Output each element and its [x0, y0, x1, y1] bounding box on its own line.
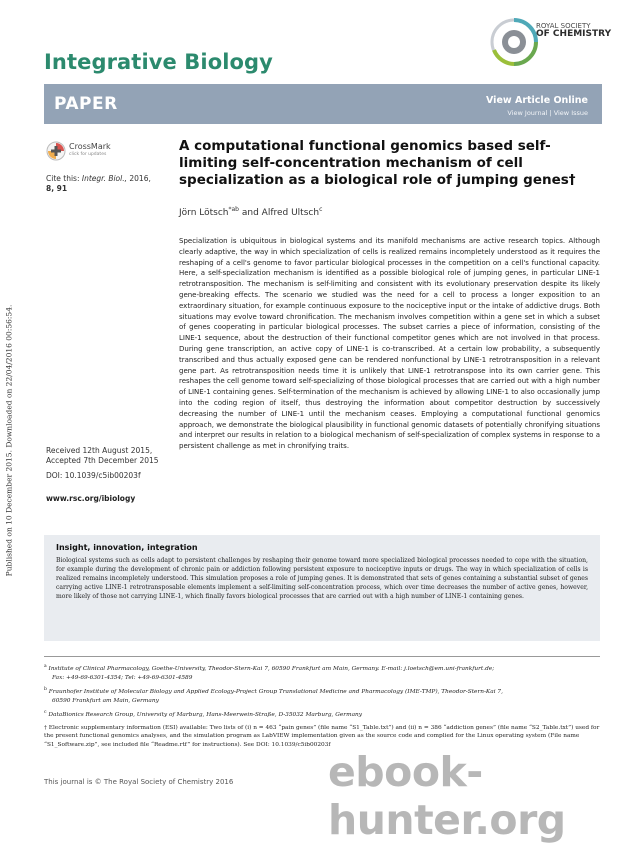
footnote-mark: b: [44, 687, 47, 693]
article-type-label: PAPER: [54, 94, 118, 114]
footnote-text: Fraunhofer Institute of Molecular Biology and Applied Ecology-Project Group Translational Medicine and Pharmacology (IME-TMP), Theodor-Stern-Kai 7,: [48, 689, 503, 696]
footnote-mark: a: [44, 664, 47, 669]
author-name: Alfred Ultsch: [261, 208, 320, 218]
author-affiliation-mark: *ab: [228, 206, 239, 213]
footnote-affiliation-b: [44, 686, 600, 705]
insight-text: Biological systems such as cells adapt to persistent challenges by reshaping their genome toward more specialized biological processes needed to cope with the situation, for example during the development of chronic pain or addiction following persistent exposure to nociceptive inputs or drugs. The way in which specialization of cells is realized remains incompletely understood. This simulation proposes a role of jumping genes. It is demonstrated that sets of genes containing a substantial subset of genes carrying active LINE-1 retrotransposable elements implement a self-limiting self-concentration process, which over time decreases the number of active genes, however, more likely of those not carrying LINE-1, which finally favors biological processes that are carried out with a high number of LINE-1 containing genes.: [56, 557, 588, 601]
view-article-online-link[interactable]: View Article Online: [486, 95, 588, 106]
author-affiliation-mark: c: [319, 206, 323, 213]
crossmark-sublabel: click for updates: [69, 152, 107, 157]
cite-label: Cite this:: [46, 174, 80, 183]
abstract-text: Specialization is ubiquitous in biological systems and its manifold mechanisms are active research topics. Although clearly adaptive, the way in which specialization of cells is realized remains incompletely understood as it requires the reshaping of a cell's genome to favor particular biological processes in the competition on a cell's functional capacity. Here, a self-specialization mechanism is identified as a possible biological role of jumping genes, in particular LINE-1 retrotransposition. The mechanism is self-limiting and consistent with its evolutionary preservation despite its likely gene-breaking effects. The scenario we studied was the need for a cell to process a longer exposition to an extraordinary situation, for example continuous exposure to the nociceptive input or the intake of addictive drugs. Both situations may evolve toward chronification. The mechanism involves competition within a gene set in which a subset of genes cooperating in particular biological processes. The subset carries a piece of information, consisting of the LINE-1 sequence, about the destruction of their functional competitor genes which are not involved in that process. During gene transcription, an active copy of LINE-1 is co-transcribed. At a certain low probability, a subsequently transcribed and thus actually exposed gene can be rendered nonfunctional by LINE-1 retrotransposition in a relevant gene part. As retrotransposition needs time it is unlikely that LINE-1 retrotranspose into its own carrier gene. This reshapes the cell genome toward self-specializing of those biological processes that are carried out with a high number of LINE-1 containing genes. Self-termination of the mechanism is achieved by allowing LINE-1 to also occasionally jump into the coding region of itself, thus destroying the information about competitor destruction by successively decreasing the number of LINE-1 until the mechanism ceases. Employing a computational functional genomics approach, we demonstrate the biological plausibility in functional genomic datasets of potentially chronifying situations and interpret our results in relation to a biological mechanism of self-specialization of complex systems in response to a persistent challenge as met in chronifying traits.: [179, 237, 600, 451]
watermark-text: ebook-hunter.org: [328, 748, 566, 844]
journal-title: Integrative Biology: [44, 50, 273, 74]
rsc-wordmark-line2: OF CHEMISTRY: [536, 29, 612, 39]
crossmark-icon: [46, 141, 66, 161]
received-dates: [46, 446, 159, 466]
footnote-affiliation-c: [44, 709, 600, 720]
crossmark-label: CrossMark: [69, 142, 111, 151]
footnote-mark: c: [44, 710, 47, 716]
author-conjunction: and: [239, 208, 262, 218]
accepted-date: Accepted 7th December 2015: [46, 456, 159, 465]
footnote-text: DataBionics Research Group, University of Marburg, Hans-Meerwein-Straße, D-35032 Marburg, Germany: [48, 712, 363, 719]
rsc-wordmark-line1: ROYAL SOCIETY: [536, 22, 591, 30]
footnote-text: Institute of Clinical Pharmacology, Goethe-University, Theodor-Stern-Kai 7, 60590 Frankfurt am Main, Germany. E-mail: j.loetsch@em.uni-frankfurt.de;: [48, 665, 495, 672]
footnote-text: 60590 Frankfurt am Main, Germany: [52, 697, 159, 704]
publication-stamp-text: Published on 10 December 2015. Downloaded on 22/04/2016 00:56:54.: [4, 304, 14, 576]
crossmark-badge[interactable]: [46, 140, 112, 162]
journal-url[interactable]: www.rsc.org/ibiology: [46, 494, 136, 503]
footnote-text: Fax: +49-69-6301-4354; Tel: +49-69-6301-4589: [52, 674, 193, 681]
article-doi[interactable]: DOI: 10.1039/c5ib00203f: [46, 471, 141, 480]
publication-stamp: [3, 180, 15, 700]
footer-copyright: This journal is © The Royal Society of Chemistry 2016: [44, 778, 234, 786]
citation-info: [46, 174, 156, 194]
footnote-esi: † Electronic supplementary information (ESI) available: Two lists of (i) n = 463 “pain genes” (file name “S1_Table.txt”) and (ii) n = 386 “addiction genes” (file name “S2_Table.txt”) used for the present functional genomics analyses, and the simulation program as LabVIEW implementation given as the source code and complied for the Linux operating system (File name “S1_Software.zip”, see included file “Readme.rtf” for instructions). See DOI: 10.1039/c5ib00203f: [44, 724, 600, 748]
cite-volume-page: 8, 91: [46, 184, 68, 193]
author-name: Jörn Lötsch: [179, 208, 229, 218]
insight-heading: Insight, innovation, integration: [56, 543, 198, 552]
insight-box: [44, 535, 600, 641]
cite-journal: Integr. Biol.,: [81, 174, 127, 183]
view-journal-issue-links[interactable]: View Journal | View Issue: [507, 109, 588, 117]
cite-year: 2016,: [129, 174, 151, 183]
footnote-affiliation-a: [44, 663, 600, 682]
author-list: [179, 206, 322, 218]
rsc-wordmark: [536, 22, 611, 38]
article-type-banner: [44, 84, 602, 124]
footnotes: [44, 656, 600, 754]
article-title: A computational functional genomics based self-limiting self-concentration mechanism of cell specialization as a biological role of jumping genes†: [179, 138, 576, 188]
received-date: Received 12th August 2015,: [46, 446, 153, 455]
